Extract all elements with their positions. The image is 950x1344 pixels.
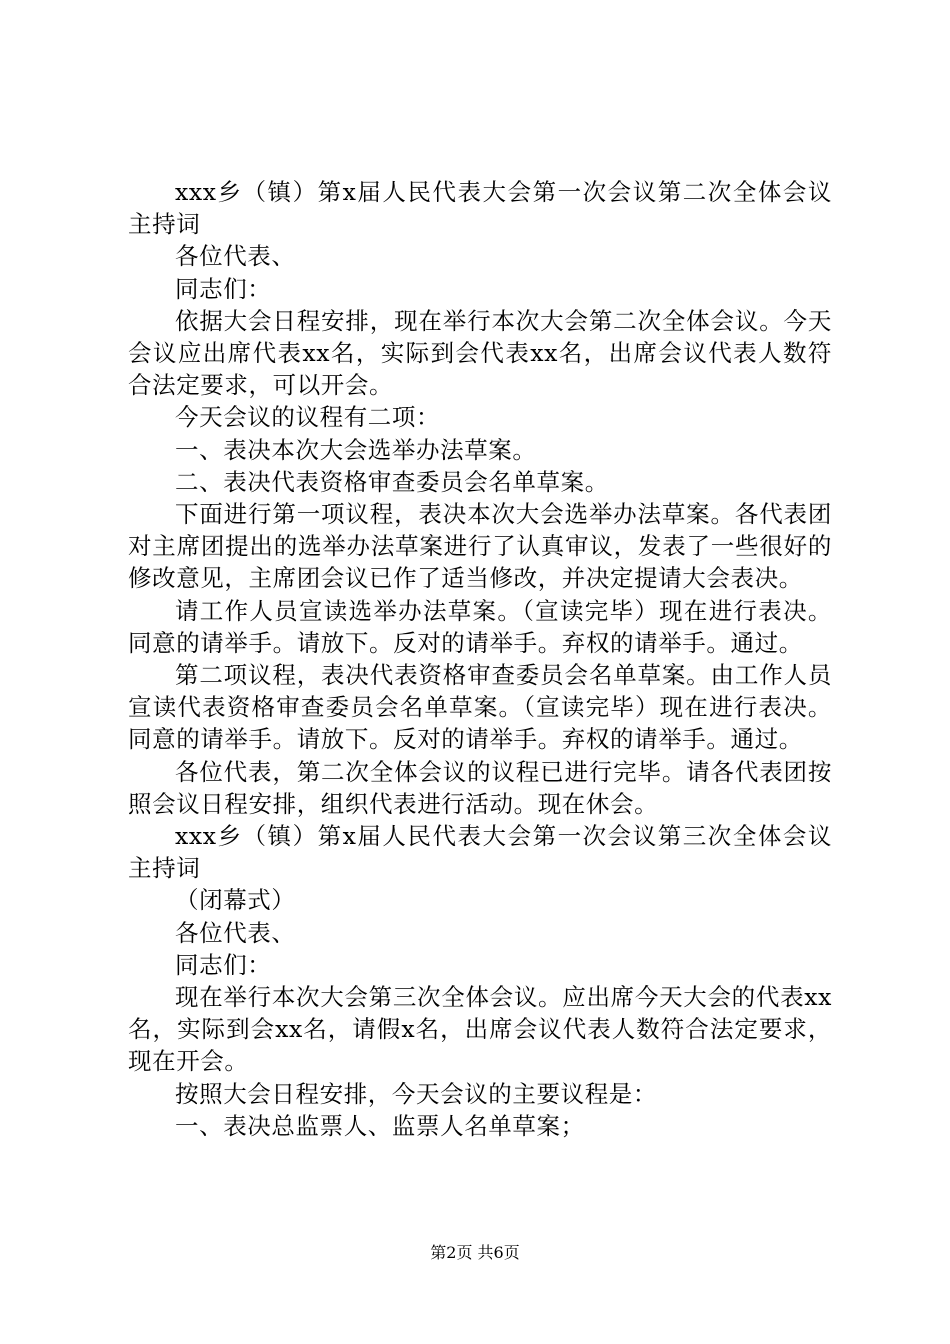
paragraph-second-item: 第二项议程，表决代表资格审查委员会名单草案。由工作人员宣读代表资格审查委员会名单草案。（宣读完毕）现在进行表决。同意的请举手。请放下。反对的请举手。弃权的请举手。通过。 — [128, 661, 832, 754]
paragraph-adjourn: 各位代表，第二次全体会议的议程已进行完毕。请各代表团按照会议日程安排，组织代表进行活动。现在休会。 — [128, 757, 832, 818]
closing-ceremony-label: （闭幕式） — [175, 886, 296, 915]
page-footer: 第2页 共6页 — [430, 1243, 520, 1262]
paragraph-third-agenda-intro: 按照大会日程安排，今天会议的主要议程是： — [175, 1079, 657, 1108]
paragraph-opening: 依据大会日程安排，现在举行本次大会第二次全体会议。今天会议应出席代表xx名，实际到会代表xx名，出席会议代表人数符合法定要求，可以开会。 — [128, 306, 832, 400]
salutation-delegates: 各位代表、 — [175, 242, 296, 271]
paragraph-first-item: 下面进行第一项议程，表决本次大会选举办法草案。各代表团对主席团提出的选举办法草案进行了认真审议，发表了一些很好的修改意见，主席团会议已作了适当修改，并决定提请大会表决。 — [128, 500, 832, 593]
section-title-third-session: xxx乡（镇）第x届人民代表大会第一次会议第三次全体会议主持词 — [128, 822, 832, 883]
agenda-item-2: 二、表决代表资格审查委员会名单草案。 — [175, 467, 609, 496]
salutation-comrades: 同志们： — [175, 274, 272, 303]
paragraph-third-opening: 现在举行本次大会第三次全体会议。应出席今天大会的代表xx名，实际到会xx名，请假x名，出席会议代表人数符合法定要求，现在开会。 — [128, 983, 832, 1076]
section-title-second-session: xxx乡（镇）第x届人民代表大会第一次会议第二次全体会议主持词 — [128, 178, 832, 239]
paragraph-agenda-intro: 今天会议的议程有二项： — [175, 403, 441, 432]
salutation-delegates-2: 各位代表、 — [175, 918, 296, 947]
agenda-item-1: 一、表决本次大会选举办法草案。 — [175, 435, 537, 464]
paragraph-first-vote: 请工作人员宣读选举办法草案。（宣读完毕）现在进行表决。同意的请举手。请放下。反对的请举手。弃权的请举手。通过。 — [128, 596, 832, 657]
third-agenda-item-1: 一、表决总监票人、监票人名单草案； — [175, 1111, 585, 1140]
salutation-comrades-2: 同志们： — [175, 950, 272, 979]
document-body — [128, 176, 832, 1142]
